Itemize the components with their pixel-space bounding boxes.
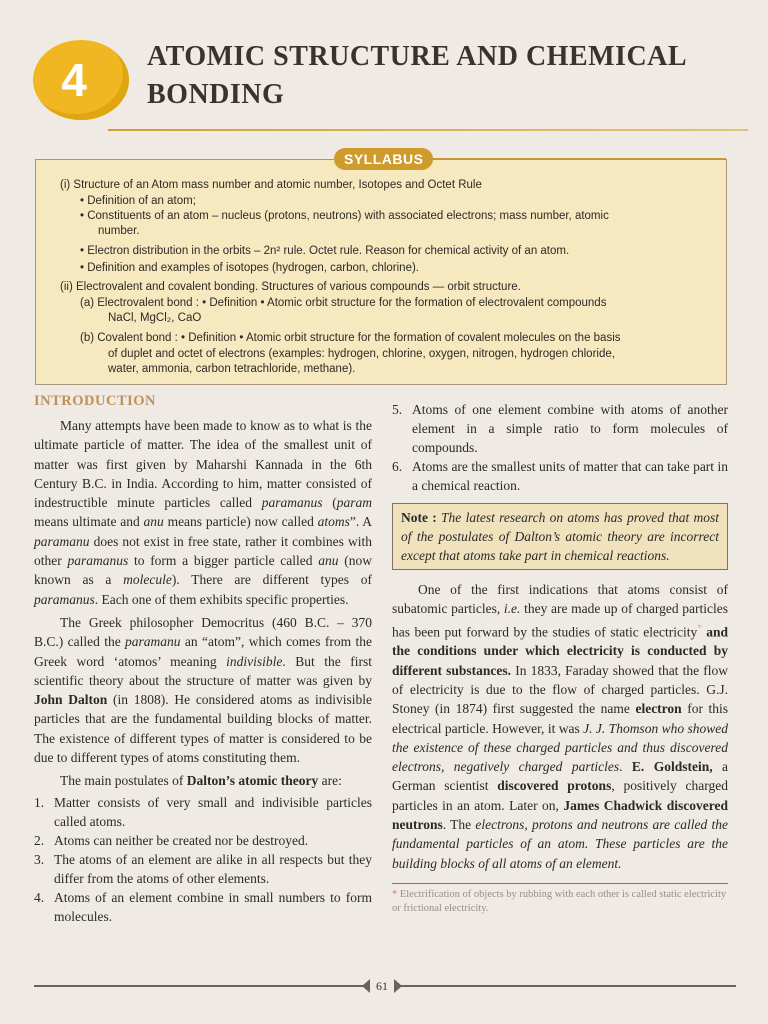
list-item: 1. Matter consists of very small and indivisible particles called atoms. [34,794,372,829]
section-heading: INTRODUCTION [34,393,157,409]
list-item: 5. Atoms of one element combine with atoms of another element in a simple ratio to form molecules of compounds. [392,402,728,455]
footnote-rule [392,883,728,884]
syllabus-line: • Definition and examples of isotopes (hydrogen, carbon, chlorine). [80,262,419,274]
chapter-title [147,38,747,114]
header-rule [108,129,748,131]
syllabus-line: (i) Structure of an Atom mass number and atomic number, Isotopes and Octet Rule [60,179,482,191]
syllabus-line: • Definition of an atom; [80,195,196,207]
footer-rule-right [400,985,736,987]
syllabus-tag: SYLLABUS [334,148,433,170]
note-label: Note : [401,510,437,525]
list-item: 2. Atoms can neither be created nor be destroyed. [34,832,309,848]
chapter-title-line-1: ATOMIC STRUCTURE AND CHEMICAL [147,41,688,72]
syllabus-line: (ii) Electrovalent and covalent bonding. Structures of various compounds — orbit structure. [60,281,521,293]
chapter-number: 4 [61,54,87,106]
list-item: 6. Atoms are the smallest units of matter that can take part in a chemical reaction. [392,459,728,493]
syllabus-line: water, ammonia, carbon tetrachloride, methane). [108,363,356,375]
syllabus-line: • Constituents of an atom – nucleus (protons, neutrons) with associated electrons; mass number, atomic [80,210,609,222]
list-item: 3. The atoms of an element are alike in all respects but they differ from the atoms of other elements. [34,851,372,886]
subatomic-paragraph: One of the first indications that atoms consist of subatomic particles, i.e. they are made up of charged particles has been put forward by the studies of static electricity* and the conditions under which electricity is conducted by different substances. In 1833, Faraday showed that the flow of electricity is due to the flow of charged particles. G.J. Stoney (in 1874) first suggested the name electron for this electrical particle. However, it was J. J. Thomson who showed the existence of these charged particles and thus discovered electrons, negatively charged particles. E. Goldstein, a German scientist discovered protons, positively charged particles in an atom. Later on, James Chadwick discovered neutrons. The electrons, protons and neutrons are called the fundamental particles of an atom. These particles are the building blocks of all atoms of an element. [392,582,729,871]
postulates-intro: The main postulates of Dalton’s atomic theory are: [60,773,342,789]
footer-rule-left [34,985,364,987]
syllabus-line: (a) Electrovalent bond : • Definition • Atomic orbit structure for the formation of electrovalent compounds [80,297,607,309]
syllabus-line: number. [98,225,140,237]
syllabus-top-rule [430,158,726,159]
postulates-list-right [392,400,728,495]
list-item: 4. Atoms of an element combine in small numbers to form molecules. [34,889,372,924]
intro-paragraph-1: Many attempts have been made to know as to what is the ultimate particle of matter. The idea of the smallest unit of matter was first given by Maharshi Kannada in the 6th Century B.C. in India. According to him, matter consisted of indestructible minute particles called paramanus (param means ultimate and anu means particle) now called atoms”. A paramanu does not exist in free state, rather it combines with other paramanus to form a bigger particle called anu (now known as a molecule). There are different types of paramanus. Each one of them exhibits specific properties. [34,418,373,607]
note-text: The latest research on atoms has proved that most of the postulates of Dalton’s atomic theory are incorrect except that atoms take part in chemical reactions. [401,510,720,563]
intro-paragraph-2: The Greek philosopher Democritus (460 B.C. – 370 B.C.) called the paramanu an “atom”, which comes from the Greek word ‘atomos’ meaning indivisible. But the first scientific theory about the structure of matter was given by John Dalton (in 1808). He considered atoms as indivisible particles that are the fundamental building blocks of matter. The existence of different types of matter is considered to be due to different types of atoms constituting them. [34,614,372,766]
syllabus-line: NaCl, MgCl₂, CaO [108,312,202,324]
footnote-marker: * [697,622,702,633]
left-column [34,393,372,926]
page-number: 61 [364,976,400,996]
note-box [392,503,728,570]
syllabus-line: of duplet and octet of electrons (examples: hydrogen, chlorine, oxygen, nitrogen, hydrogen chloride, [108,348,615,360]
syllabus-line: (b) Covalent bond : • Definition • Atomic orbit structure for the formation of covalent molecules on the basis [80,332,621,344]
chapter-title-line-2: BONDING [147,79,285,110]
chapter-number-badge [33,40,129,120]
syllabus-line: • Electron distribution in the orbits – 2n² rule. Octet rule. Reason for chemical activity of an atom. [80,245,570,257]
right-column [392,400,728,916]
postulates-list-left [34,793,372,926]
footnote: * Electrification of objects by rubbing with each other is called static electricity or frictional electricity. [392,888,727,914]
